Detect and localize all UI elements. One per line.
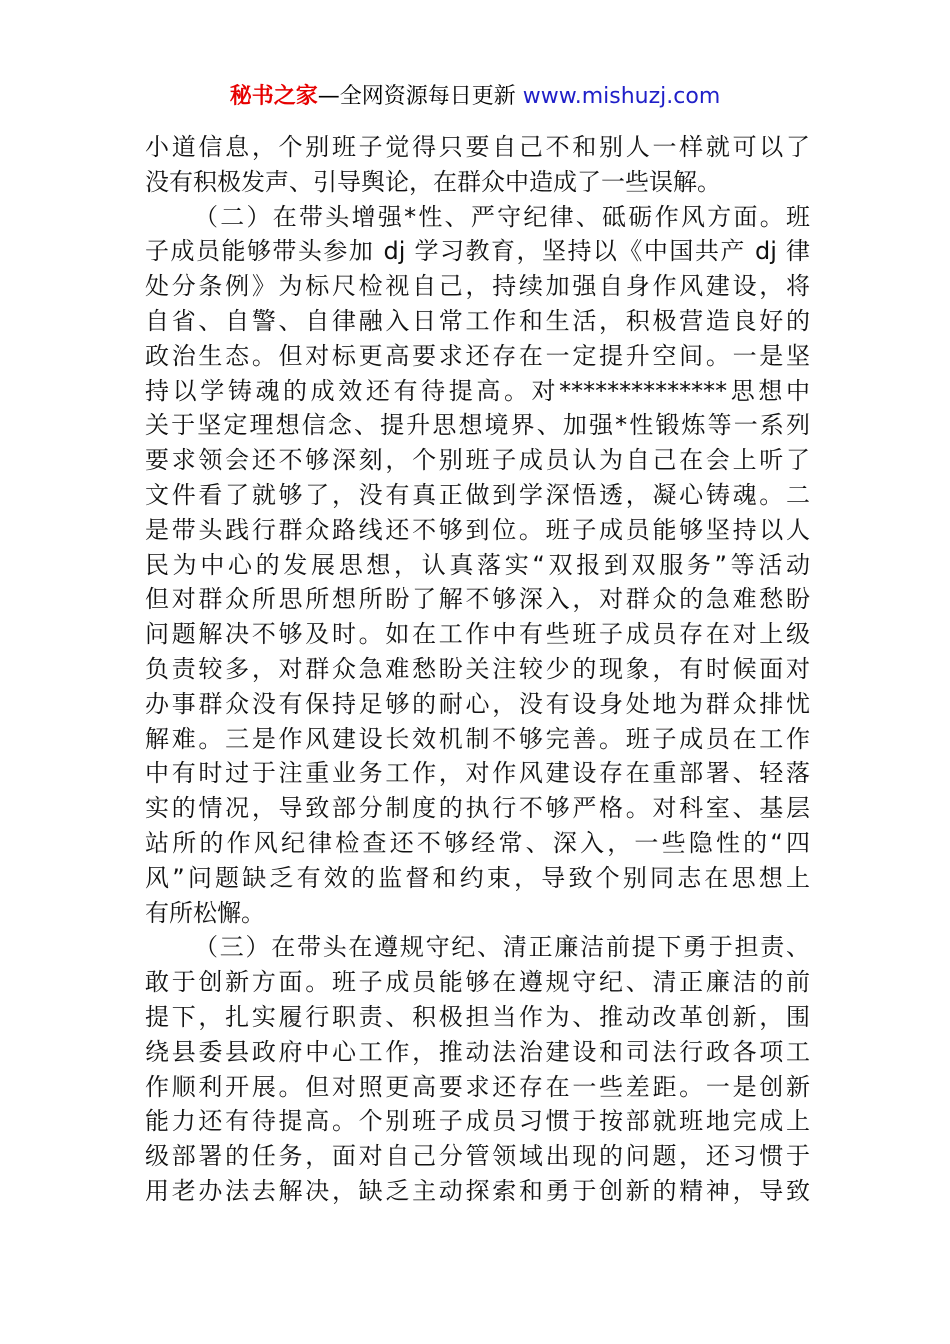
text-line: 站所的作风纪律检查还不够经常、深入，一些隐性的“四 [145,828,810,857]
text-line: 中有时过于注重业务工作，对作风建设存在重部署、轻落 [145,759,810,788]
text-line: 有所松懈。 [145,898,265,927]
text-line: 处分条例》为标尺检视自己，持续加强自身作风建设，将 [145,272,810,301]
site-url-link[interactable]: www.mishuzj.com [522,84,721,109]
text-line: 解难。三是作风建设长效机制不够完善。班子成员在工作 [145,724,810,753]
text-line: 提下，扎实履行职责、积极担当作为、推动改革创新，围 [145,1002,810,1031]
text-line: 关于坚定理想信念、提升思想境界、加强*性锻炼等一系列 [145,411,810,440]
text-line: 文件看了就够了，没有真正做到学深悟透，凝心铸魂。二 [145,480,810,509]
text-line: 政治生态。但对标更高要求还存在一定提升空间。一是坚 [145,341,810,370]
text-line: 要求领会还不够深刻，个别班子成员认为自己在会上听了 [145,446,810,475]
text-line: 子成员能够带头参加 dj 学习教育，坚持以《中国共产 dj 律 [145,237,810,266]
site-header [0,80,950,114]
text-line: 没有积极发声、引导舆论，在群众中造成了一些误解。 [145,167,721,196]
text-line: 是带头践行群众路线还不够到位。班子成员能够坚持以人 [145,515,810,544]
text-line: 敢于创新方面。班子成员能够在遵规守纪、清正廉洁的前 [145,968,810,997]
paragraph-heading-line: （二）在带头增强*性、严守纪律、砥砺作风方面。班 [194,202,810,231]
text-line: 持以学铸魂的成效还有待提高。对**************思想中 [145,376,810,405]
text-line: 民为中心的发展思想，认真落实“双报到双服务”等活动 [145,550,810,579]
text-line: 风”问题缺乏有效的监督和约束，导致个别同志在思想上 [145,863,810,892]
text-line: 负责较多，对群众急难愁盼关注较少的现象，有时候面对 [145,654,810,683]
text-line: 办事群众没有保持足够的耐心，没有设身处地为群众排忧 [145,689,810,718]
paragraph-heading-line: （三）在带头在遵规守纪、清正廉洁前提下勇于担责、 [194,933,810,962]
site-brand: 秘书之家 [229,84,318,109]
text-line: 用老办法去解决，缺乏主动探索和勇于创新的精神，导致 [145,1176,810,1205]
text-line: 自省、自警、自律融入日常工作和生活，积极营造良好的 [145,306,810,335]
text-line: 实的情况，导致部分制度的执行不够严格。对科室、基层 [145,794,810,823]
text-line: 级部署的任务，面对自己分管领域出现的问题，还习惯于 [145,1142,810,1171]
text-line: 问题解决不够及时。如在工作中有些班子成员存在对上级 [145,620,810,649]
text-line: 但对群众所思所想所盼了解不够深入，对群众的急难愁盼 [145,585,810,614]
document-body [145,130,810,1209]
text-line: 小道信息，个别班子觉得只要自己不和别人一样就可以了 [145,133,810,161]
text-line: 能力还有待提高。个别班子成员习惯于按部就班地完成上 [145,1107,810,1136]
text-line: 绕县委县政府中心工作，推动法治建设和司法行政各项工 [145,1037,810,1066]
site-tagline: —全网资源每日更新 [317,84,523,109]
text-line: 作顺利开展。但对照更高要求还存在一些差距。一是创新 [145,1072,810,1101]
